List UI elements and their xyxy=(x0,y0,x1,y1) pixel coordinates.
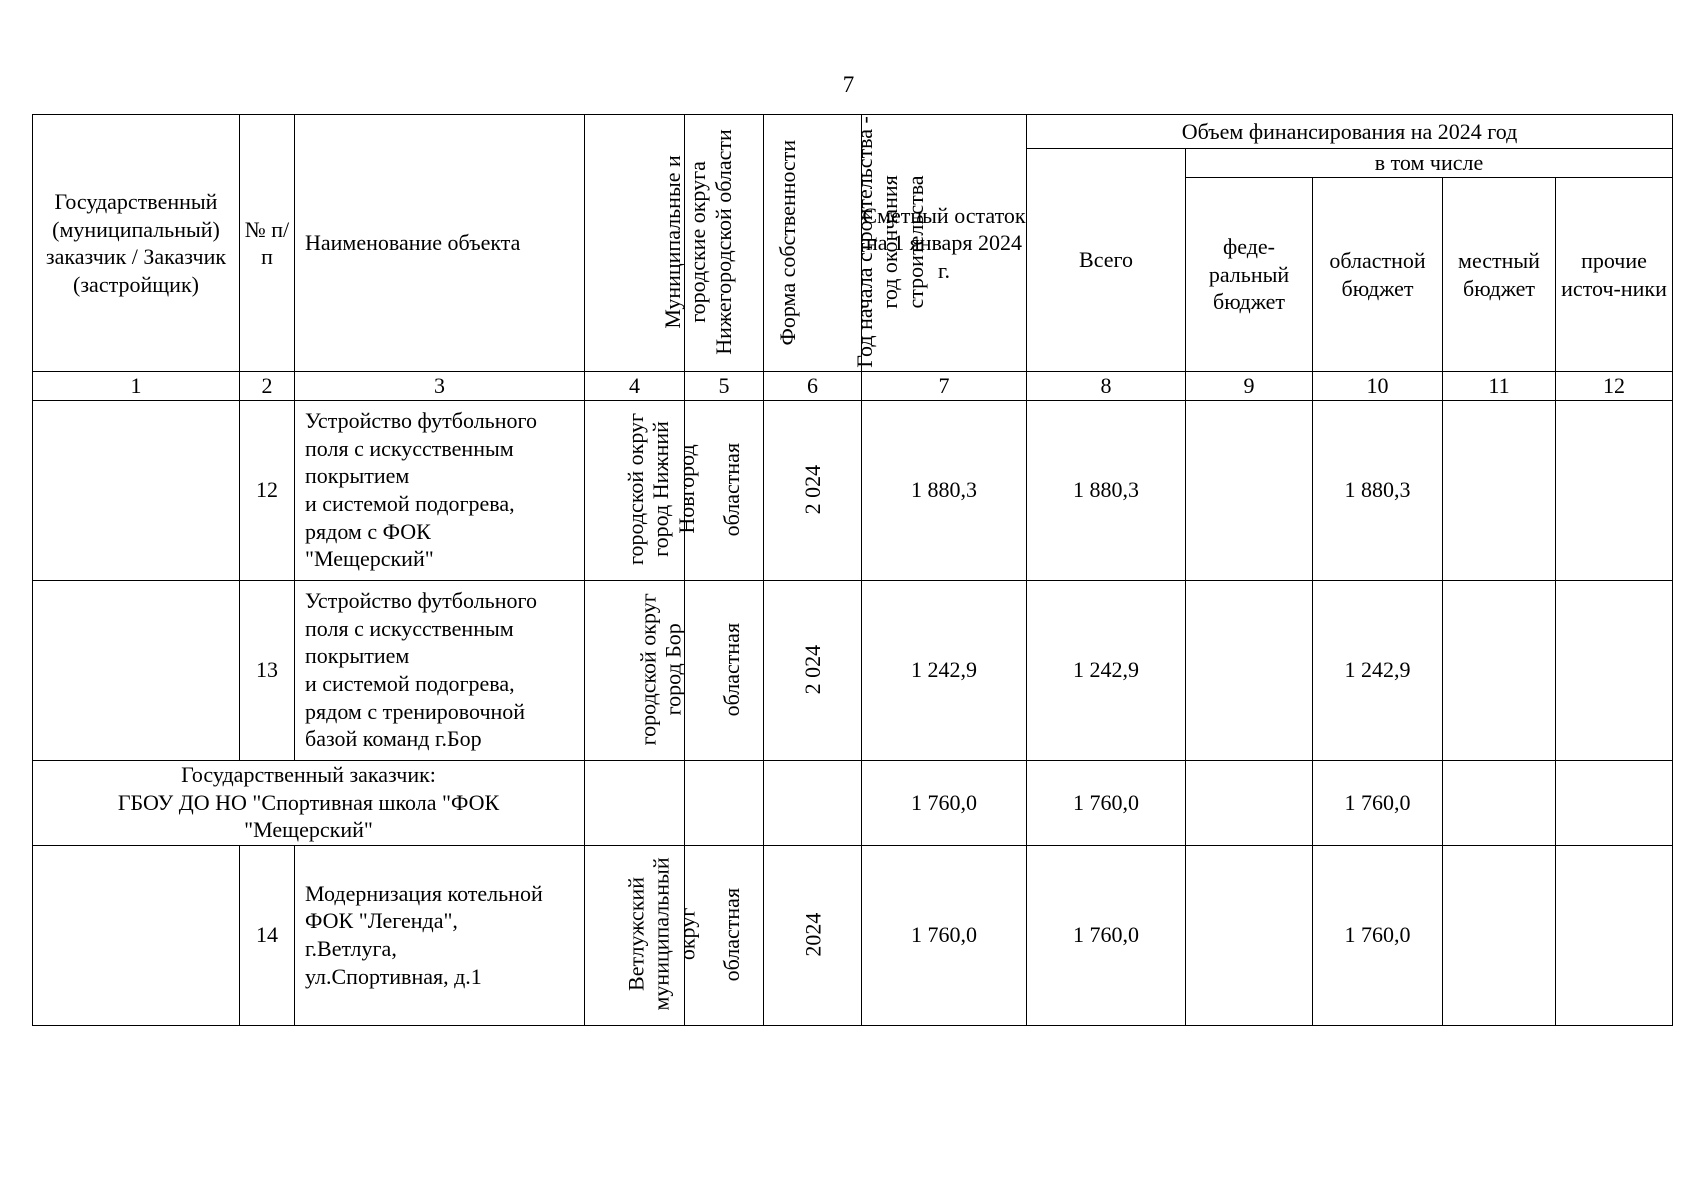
customer-cell xyxy=(33,580,240,760)
municipality: Ветлужский муниципальный округ xyxy=(585,845,685,1025)
customer-label: Государственный заказчик: ГБОУ ДО НО "Спортивная школа "ФОК "Мещерский" xyxy=(33,760,585,845)
header-including: в том числе xyxy=(1186,149,1673,178)
other xyxy=(1556,760,1673,845)
years: 2024 xyxy=(764,845,862,1025)
header-other: прочие источ-ники xyxy=(1556,178,1673,372)
column-number: 11 xyxy=(1443,372,1556,401)
customer-cell xyxy=(33,845,240,1025)
column-number: 8 xyxy=(1027,372,1186,401)
estimate: 1 242,9 xyxy=(862,580,1027,760)
municipality: городской округ город Нижний Новгород xyxy=(585,400,685,580)
column-number: 6 xyxy=(764,372,862,401)
header-object-name: Наименование объекта xyxy=(295,115,585,372)
header-federal: феде-ральный бюджет xyxy=(1186,178,1313,372)
header-funding-group: Объем финансирования на 2024 год xyxy=(1027,115,1673,149)
column-number: 7 xyxy=(862,372,1027,401)
customer-summary-row xyxy=(33,760,1673,845)
column-number: 10 xyxy=(1313,372,1443,401)
header-municipality-line: Муниципальные и xyxy=(659,155,685,330)
ownership: областная xyxy=(685,580,764,760)
header-years-line: строительства xyxy=(902,175,928,309)
municipality xyxy=(585,760,685,845)
column-number: 3 xyxy=(295,372,585,401)
column-number: 2 xyxy=(240,372,295,401)
regional: 1 760,0 xyxy=(1313,845,1443,1025)
page-number: 7 xyxy=(842,72,855,97)
other xyxy=(1556,580,1673,760)
header-estimate: Сметный остаток на 1 января 2024 г. xyxy=(862,115,1027,372)
object-name: Модернизация котельной ФОК "Легенда", г.Ветлуга, ул.Спортивная, д.1 xyxy=(295,845,585,1025)
federal xyxy=(1186,845,1313,1025)
estimate: 1 880,3 xyxy=(862,400,1027,580)
ownership xyxy=(685,760,764,845)
row-number: 12 xyxy=(240,400,295,580)
total: 1 760,0 xyxy=(1027,760,1186,845)
financing-table xyxy=(32,114,1673,1026)
federal xyxy=(1186,400,1313,580)
table-row xyxy=(33,845,1673,1025)
total: 1 242,9 xyxy=(1027,580,1186,760)
total: 1 760,0 xyxy=(1027,845,1186,1025)
years: 2 024 xyxy=(764,580,862,760)
regional: 1 760,0 xyxy=(1313,760,1443,845)
header-municipality-line: городские округа xyxy=(685,161,711,324)
federal xyxy=(1186,580,1313,760)
ownership: областная xyxy=(685,845,764,1025)
table-row xyxy=(33,400,1673,580)
municipality: городской округ город Бор xyxy=(585,580,685,760)
column-number: 9 xyxy=(1186,372,1313,401)
customer-cell xyxy=(33,400,240,580)
object-name: Устройство футбольного поля с искусственным покрытием и системой подогрева, рядом с ФОК "Мещерский" xyxy=(295,400,585,580)
header-number: № п/п xyxy=(240,115,295,372)
row-number: 13 xyxy=(240,580,295,760)
local xyxy=(1443,845,1556,1025)
total: 1 880,3 xyxy=(1027,400,1186,580)
local xyxy=(1443,400,1556,580)
header-local: местный бюджет xyxy=(1443,178,1556,372)
estimate: 1 760,0 xyxy=(862,845,1027,1025)
header-municipality-line: Нижегородской области xyxy=(710,129,736,356)
header-total: Всего xyxy=(1027,149,1186,372)
header-ownership: Форма собственности xyxy=(685,115,764,372)
local xyxy=(1443,580,1556,760)
years xyxy=(764,760,862,845)
estimate: 1 760,0 xyxy=(862,760,1027,845)
column-number: 12 xyxy=(1556,372,1673,401)
federal xyxy=(1186,760,1313,845)
table-row xyxy=(33,580,1673,760)
ownership: областная xyxy=(685,400,764,580)
column-number: 4 xyxy=(585,372,685,401)
column-number: 1 xyxy=(33,372,240,401)
column-numbers-row xyxy=(33,372,1673,401)
regional: 1 880,3 xyxy=(1313,400,1443,580)
header-regional: областной бюджет xyxy=(1313,178,1443,372)
header-municipality xyxy=(585,115,736,372)
header-customer: Государственный (муниципальный) заказчик / Заказчик (застройщик) xyxy=(33,115,240,372)
object-name: Устройство футбольного поля с искусственным покрытием и системой подогрева, рядом с тренировочной базой команд г.Бор xyxy=(295,580,585,760)
column-number: 5 xyxy=(685,372,764,401)
row-number: 14 xyxy=(240,845,295,1025)
other xyxy=(1556,845,1673,1025)
regional: 1 242,9 xyxy=(1313,580,1443,760)
header-years-line: год окончания xyxy=(877,175,903,310)
local xyxy=(1443,760,1556,845)
other xyxy=(1556,400,1673,580)
years: 2 024 xyxy=(764,400,862,580)
header-years-line: Год начала строительства - xyxy=(851,116,877,369)
